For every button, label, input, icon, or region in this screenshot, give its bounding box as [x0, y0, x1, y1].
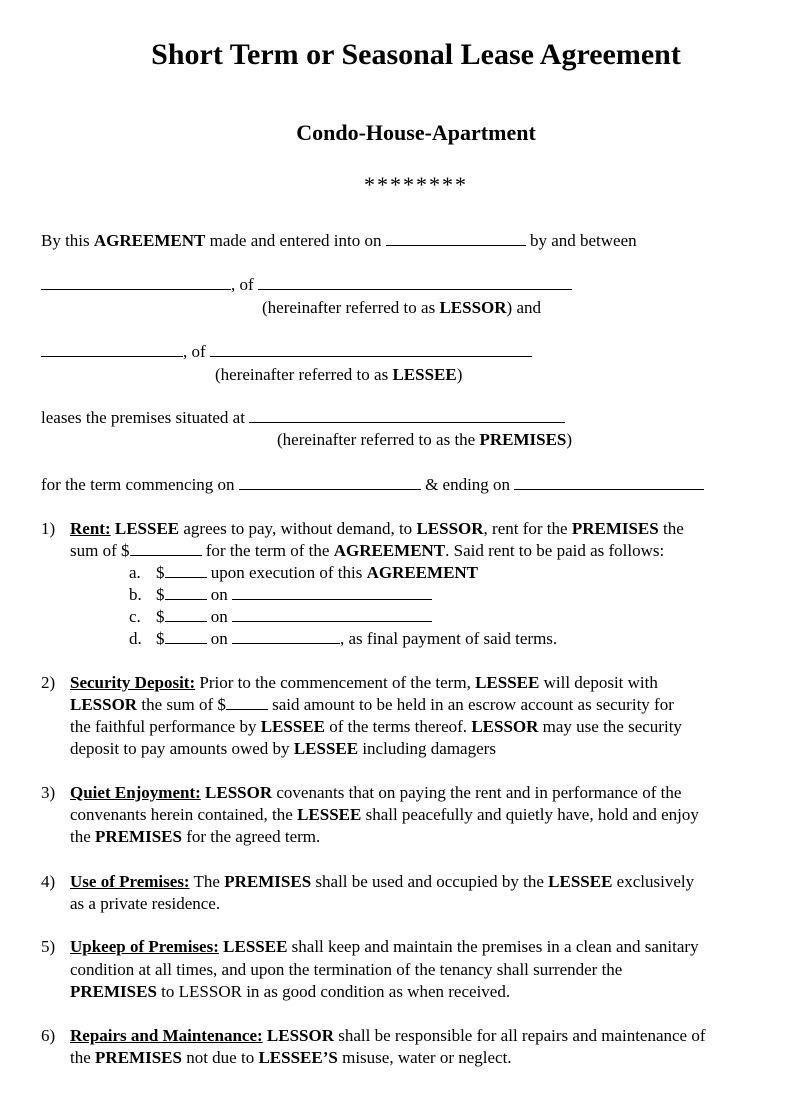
quiet-line-3: the PREMISES for the agreed term.: [70, 827, 321, 846]
term-line: for the term commencing on & ending on: [41, 475, 704, 495]
upkeep-line-1: Upkeep of Premises: LESSEE shall keep and maintain the premises in a clean and sanitary: [70, 937, 699, 956]
term-end-field[interactable]: [514, 475, 704, 490]
document-title: Short Term or Seasonal Lease Agreement: [151, 38, 681, 71]
payment-c-amount-field[interactable]: [165, 607, 207, 622]
lessor-reference: (hereinafter referred to as LESSOR) and: [262, 298, 541, 317]
intro-line-1: By this AGREEMENT made and entered into on by and between: [41, 231, 637, 250]
payment-b-date-field[interactable]: [232, 585, 432, 600]
lessee-name-field[interactable]: [41, 342, 183, 357]
quiet-line-2: convenants herein contained, the LESSEE shall peacefully and quietly have, hold and enjoy: [70, 805, 699, 824]
deposit-line-1: Security Deposit: Prior to the commencement of the term, LESSEE will deposit with: [70, 673, 658, 692]
clause-heading-security-deposit: Security Deposit:: [70, 673, 196, 692]
upkeep-line-3: PREMISES to LESSOR in as good condition as when received.: [70, 982, 511, 1001]
clause-number: 6): [41, 1026, 56, 1045]
clause-heading-upkeep: Upkeep of Premises:: [70, 937, 219, 956]
repairs-line-2: the PREMISES not due to LESSEE’S misuse, water or neglect.: [70, 1048, 512, 1067]
agreement-date-field[interactable]: [386, 231, 526, 246]
deposit-line-4: deposit to pay amounts owed by LESSEE including damagers: [70, 739, 496, 758]
term-start-field[interactable]: [239, 475, 421, 490]
payment-a-amount-field[interactable]: [165, 563, 207, 578]
use-line-2: as a private residence.: [70, 894, 221, 913]
clause-heading-use-of-premises: Use of Premises:: [70, 872, 190, 891]
rent-sum-field[interactable]: [130, 541, 202, 556]
clause-number: 5): [41, 937, 56, 956]
lessor-name-field[interactable]: [41, 275, 231, 290]
use-line-1: Use of Premises: The PREMISES shall be used and occupied by the LESSEE exclusively: [70, 872, 695, 891]
lessor-address-field[interactable]: [258, 275, 572, 290]
clause-number: 4): [41, 872, 56, 891]
rent-item-d: d. $ on , as final payment of said terms.: [129, 629, 558, 648]
premises-address-field[interactable]: [249, 408, 565, 423]
clause-heading-quiet-enjoyment: Quiet Enjoyment:: [70, 783, 201, 802]
premises-line: leases the premises situated at: [41, 408, 565, 428]
clause-heading-rent: Rent:: [70, 519, 111, 538]
intro-lessor-line: , of: [41, 275, 572, 295]
quiet-line-1: Quiet Enjoyment: LESSOR covenants that on paying the rent and in performance of the: [70, 783, 682, 802]
clause-heading-repairs: Repairs and Maintenance:: [70, 1026, 263, 1045]
deposit-amount-field[interactable]: [226, 695, 268, 710]
payment-d-amount-field[interactable]: [165, 629, 207, 644]
clause-number: 1): [41, 519, 56, 538]
rent-line-2: sum of $ for the term of the AGREEMENT. Said rent to be paid as follows:: [70, 541, 665, 560]
deposit-line-2: LESSOR the sum of $ said amount to be held in an escrow account as security for: [70, 695, 674, 714]
clause-number: 3): [41, 783, 56, 802]
intro-lessee-line: , of: [41, 342, 532, 362]
repairs-line-1: Repairs and Maintenance: LESSOR shall be responsible for all repairs and maintenance of: [70, 1026, 706, 1045]
rent-item-a: a. $ upon execution of this AGREEMENT: [129, 563, 479, 582]
clause-number: 2): [41, 673, 56, 692]
lessee-address-field[interactable]: [210, 342, 532, 357]
deposit-line-3: the faithful performance by LESSEE of the terms thereof. LESSOR may use the security: [70, 717, 682, 736]
rent-item-c: c. $ on: [129, 607, 432, 627]
document-subtitle: Condo-House-Apartment: [296, 120, 536, 145]
lessee-reference: (hereinafter referred to as LESSEE): [215, 365, 463, 384]
upkeep-line-2: condition at all times, and upon the termination of the tenancy shall surrender the: [70, 960, 623, 979]
premises-reference: (hereinafter referred to as the PREMISES): [277, 430, 573, 449]
payment-c-date-field[interactable]: [232, 607, 432, 622]
payment-d-date-field[interactable]: [232, 629, 340, 644]
rent-line-1: Rent: LESSEE agrees to pay, without demand, to LESSOR, rent for the PREMISES the: [70, 519, 684, 538]
payment-b-amount-field[interactable]: [165, 585, 207, 600]
rent-item-b: b. $ on: [129, 585, 432, 605]
decorative-stars: ********: [364, 172, 468, 197]
